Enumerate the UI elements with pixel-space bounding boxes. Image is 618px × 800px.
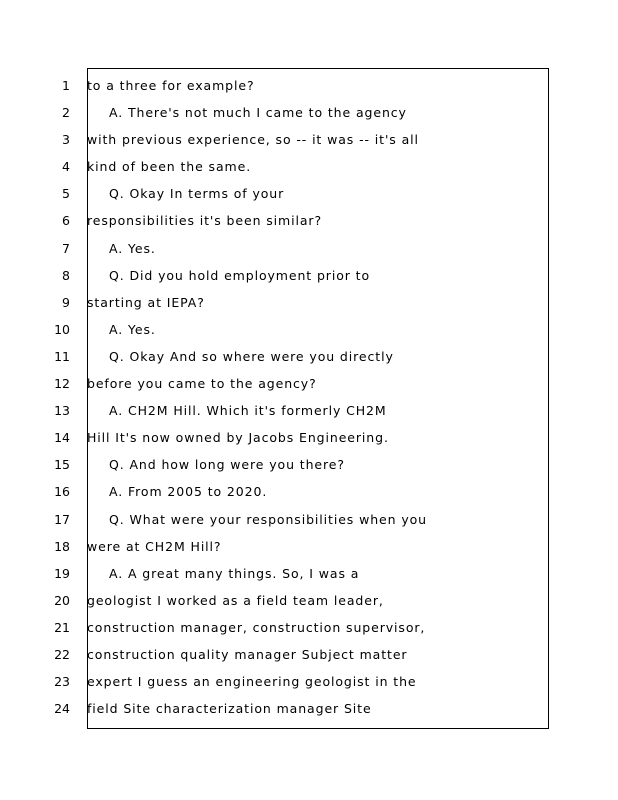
transcript-line bbox=[0, 99, 618, 126]
line-text: expert I guess an engineering geologist in the bbox=[87, 674, 417, 690]
line-number: 21 bbox=[54, 619, 70, 635]
line-number: 10 bbox=[54, 321, 70, 337]
line-number: 1 bbox=[62, 78, 70, 93]
transcript-line bbox=[0, 695, 618, 722]
line-text: Q. And how long were you there? bbox=[109, 457, 345, 473]
line-text: A. There's not much I came to the agency bbox=[109, 105, 407, 121]
transcript-line bbox=[0, 451, 618, 478]
transcript-line bbox=[0, 478, 618, 505]
line-number: 2 bbox=[62, 105, 70, 121]
line-number: 11 bbox=[54, 348, 70, 364]
line-number: 4 bbox=[62, 159, 70, 175]
transcript-line bbox=[0, 153, 618, 180]
line-text: were at CH2M Hill? bbox=[87, 538, 222, 554]
transcript-line bbox=[0, 72, 618, 99]
line-number: 14 bbox=[54, 430, 70, 446]
transcript-line bbox=[0, 207, 618, 234]
line-text: A. From 2005 to 2020. bbox=[109, 484, 268, 500]
line-text: construction manager, construction supervisor, bbox=[87, 619, 426, 635]
transcript-body bbox=[0, 72, 618, 722]
transcript-line bbox=[0, 180, 618, 207]
line-number: 22 bbox=[54, 646, 70, 662]
transcript-line bbox=[0, 668, 618, 695]
line-text: before you came to the agency? bbox=[87, 376, 317, 392]
line-text: Q. Okay And so where were you directly bbox=[109, 348, 394, 364]
line-text: Q. Okay In terms of your bbox=[109, 186, 285, 202]
transcript-line bbox=[0, 614, 618, 641]
line-number: 6 bbox=[62, 213, 70, 229]
line-number: 18 bbox=[54, 538, 70, 554]
transcript-line bbox=[0, 235, 618, 262]
transcript-line bbox=[0, 397, 618, 424]
transcript-line bbox=[0, 289, 618, 316]
transcript-line bbox=[0, 126, 618, 153]
transcript-line bbox=[0, 533, 618, 560]
line-number: 16 bbox=[54, 484, 70, 500]
line-text: Q. Did you hold employment prior to bbox=[109, 267, 371, 283]
line-text: to a three for example? bbox=[87, 78, 255, 93]
line-number: 13 bbox=[54, 403, 70, 419]
line-text: Hill It's now owned by Jacobs Engineering. bbox=[87, 430, 389, 446]
line-number: 20 bbox=[54, 592, 70, 608]
transcript-line bbox=[0, 424, 618, 451]
line-text: A. Yes. bbox=[109, 321, 156, 337]
line-number: 15 bbox=[54, 457, 70, 473]
line-text: A. CH2M Hill. Which it's formerly CH2M bbox=[109, 403, 387, 419]
line-text: kind of been the same. bbox=[87, 159, 252, 175]
transcript-line bbox=[0, 370, 618, 397]
line-number: 24 bbox=[54, 701, 70, 717]
line-text: construction quality manager Subject matter bbox=[87, 646, 408, 662]
transcript-line bbox=[0, 262, 618, 289]
line-text: A. A great many things. So, I was a bbox=[109, 565, 360, 581]
line-number: 23 bbox=[54, 674, 70, 690]
line-text: geologist I worked as a field team leader, bbox=[87, 592, 384, 608]
line-number: 17 bbox=[54, 511, 70, 527]
line-number: 8 bbox=[62, 267, 70, 283]
transcript-line bbox=[0, 343, 618, 370]
line-text: field Site characterization manager Site bbox=[87, 701, 372, 717]
transcript-line bbox=[0, 587, 618, 614]
line-number: 19 bbox=[54, 565, 70, 581]
line-text: Q. What were your responsibilities when you bbox=[109, 511, 427, 527]
line-number: 5 bbox=[62, 186, 70, 202]
transcript-line bbox=[0, 560, 618, 587]
line-text: starting at IEPA? bbox=[87, 294, 205, 310]
line-text: with previous experience, so -- it was -- it's all bbox=[87, 132, 419, 148]
line-text: A. Yes. bbox=[109, 240, 156, 256]
transcript-line bbox=[0, 506, 618, 533]
transcript-line bbox=[0, 641, 618, 668]
line-text: responsibilities it's been similar? bbox=[87, 213, 323, 229]
line-number: 3 bbox=[62, 132, 70, 148]
line-number: 9 bbox=[62, 294, 70, 310]
line-number: 7 bbox=[62, 240, 70, 256]
transcript-line bbox=[0, 316, 618, 343]
line-number: 12 bbox=[54, 376, 70, 392]
